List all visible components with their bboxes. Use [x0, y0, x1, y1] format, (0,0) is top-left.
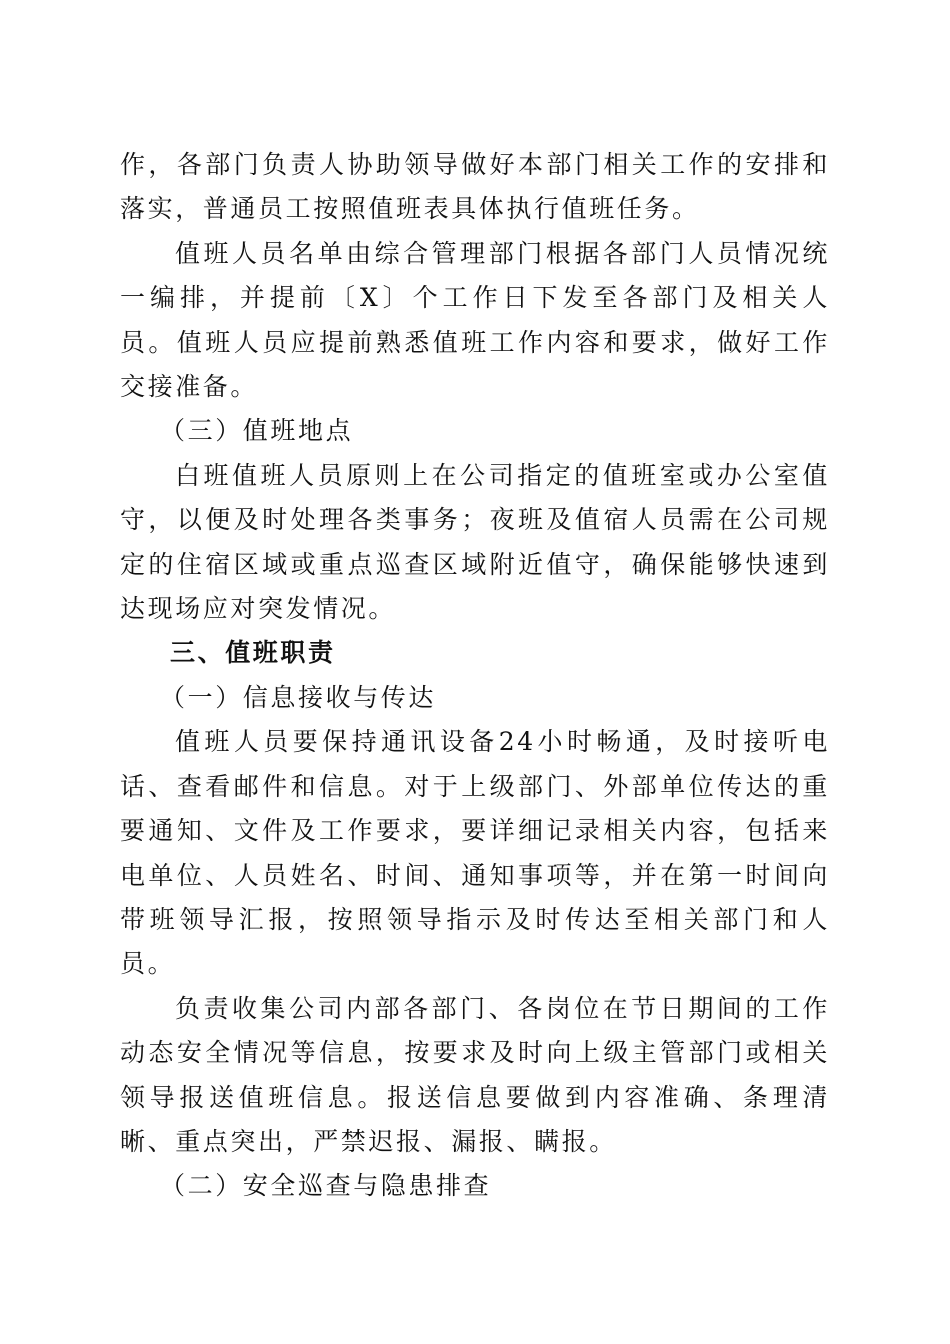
subheading-information: （一）信息接收与传达 [160, 682, 437, 712]
subheading-duty-location: （三）值班地点 [160, 416, 354, 446]
paragraph-information-receive: 值班人员要保持通讯设备24小时畅通，及时接听电话、查看邮件和信息。对于上级部门、外部单位传达的重要通知、文件及工作要求，要详细记录相关内容，包括来电单位、人员姓名、时间、通知事项等，并在第一时间向带班领导汇报，按照领导指示及时传达至相关部门和人员。 [120, 727, 830, 979]
subheading-safety-inspection: （二）安全巡查与隐患排查 [160, 1171, 492, 1201]
paragraph-duty-location: 白班值班人员原则上在公司指定的值班室或办公室值守，以便及时处理各类事务；夜班及值宿人员需在公司规定的住宿区域或重点巡查区域附近值守，确保能够快速到达现场应对突发情况。 [120, 460, 830, 624]
paragraph-continuation: 作，各部门负责人协助领导做好本部门相关工作的安排和落实，普通员工按照值班表具体执行值班任务。 [120, 150, 830, 224]
document-body [120, 143, 830, 1209]
paragraph-duty-roster: 值班人员名单由综合管理部门根据各部门人员情况统一编排，并提前〔X〕个工作日下发至各部门及相关人员。值班人员应提前熟悉值班工作内容和要求，做好工作交接准备。 [120, 238, 830, 402]
heading-duty-responsibilities: 三、值班职责 [170, 638, 336, 668]
paragraph-information-report: 负责收集公司内部各部门、各岗位在节日期间的工作动态安全情况等信息，按要求及时向上级主管部门或相关领导报送值班信息。报送信息要做到内容准确、条理清晰、重点突出，严禁迟报、漏报、瞒报。 [120, 993, 830, 1156]
